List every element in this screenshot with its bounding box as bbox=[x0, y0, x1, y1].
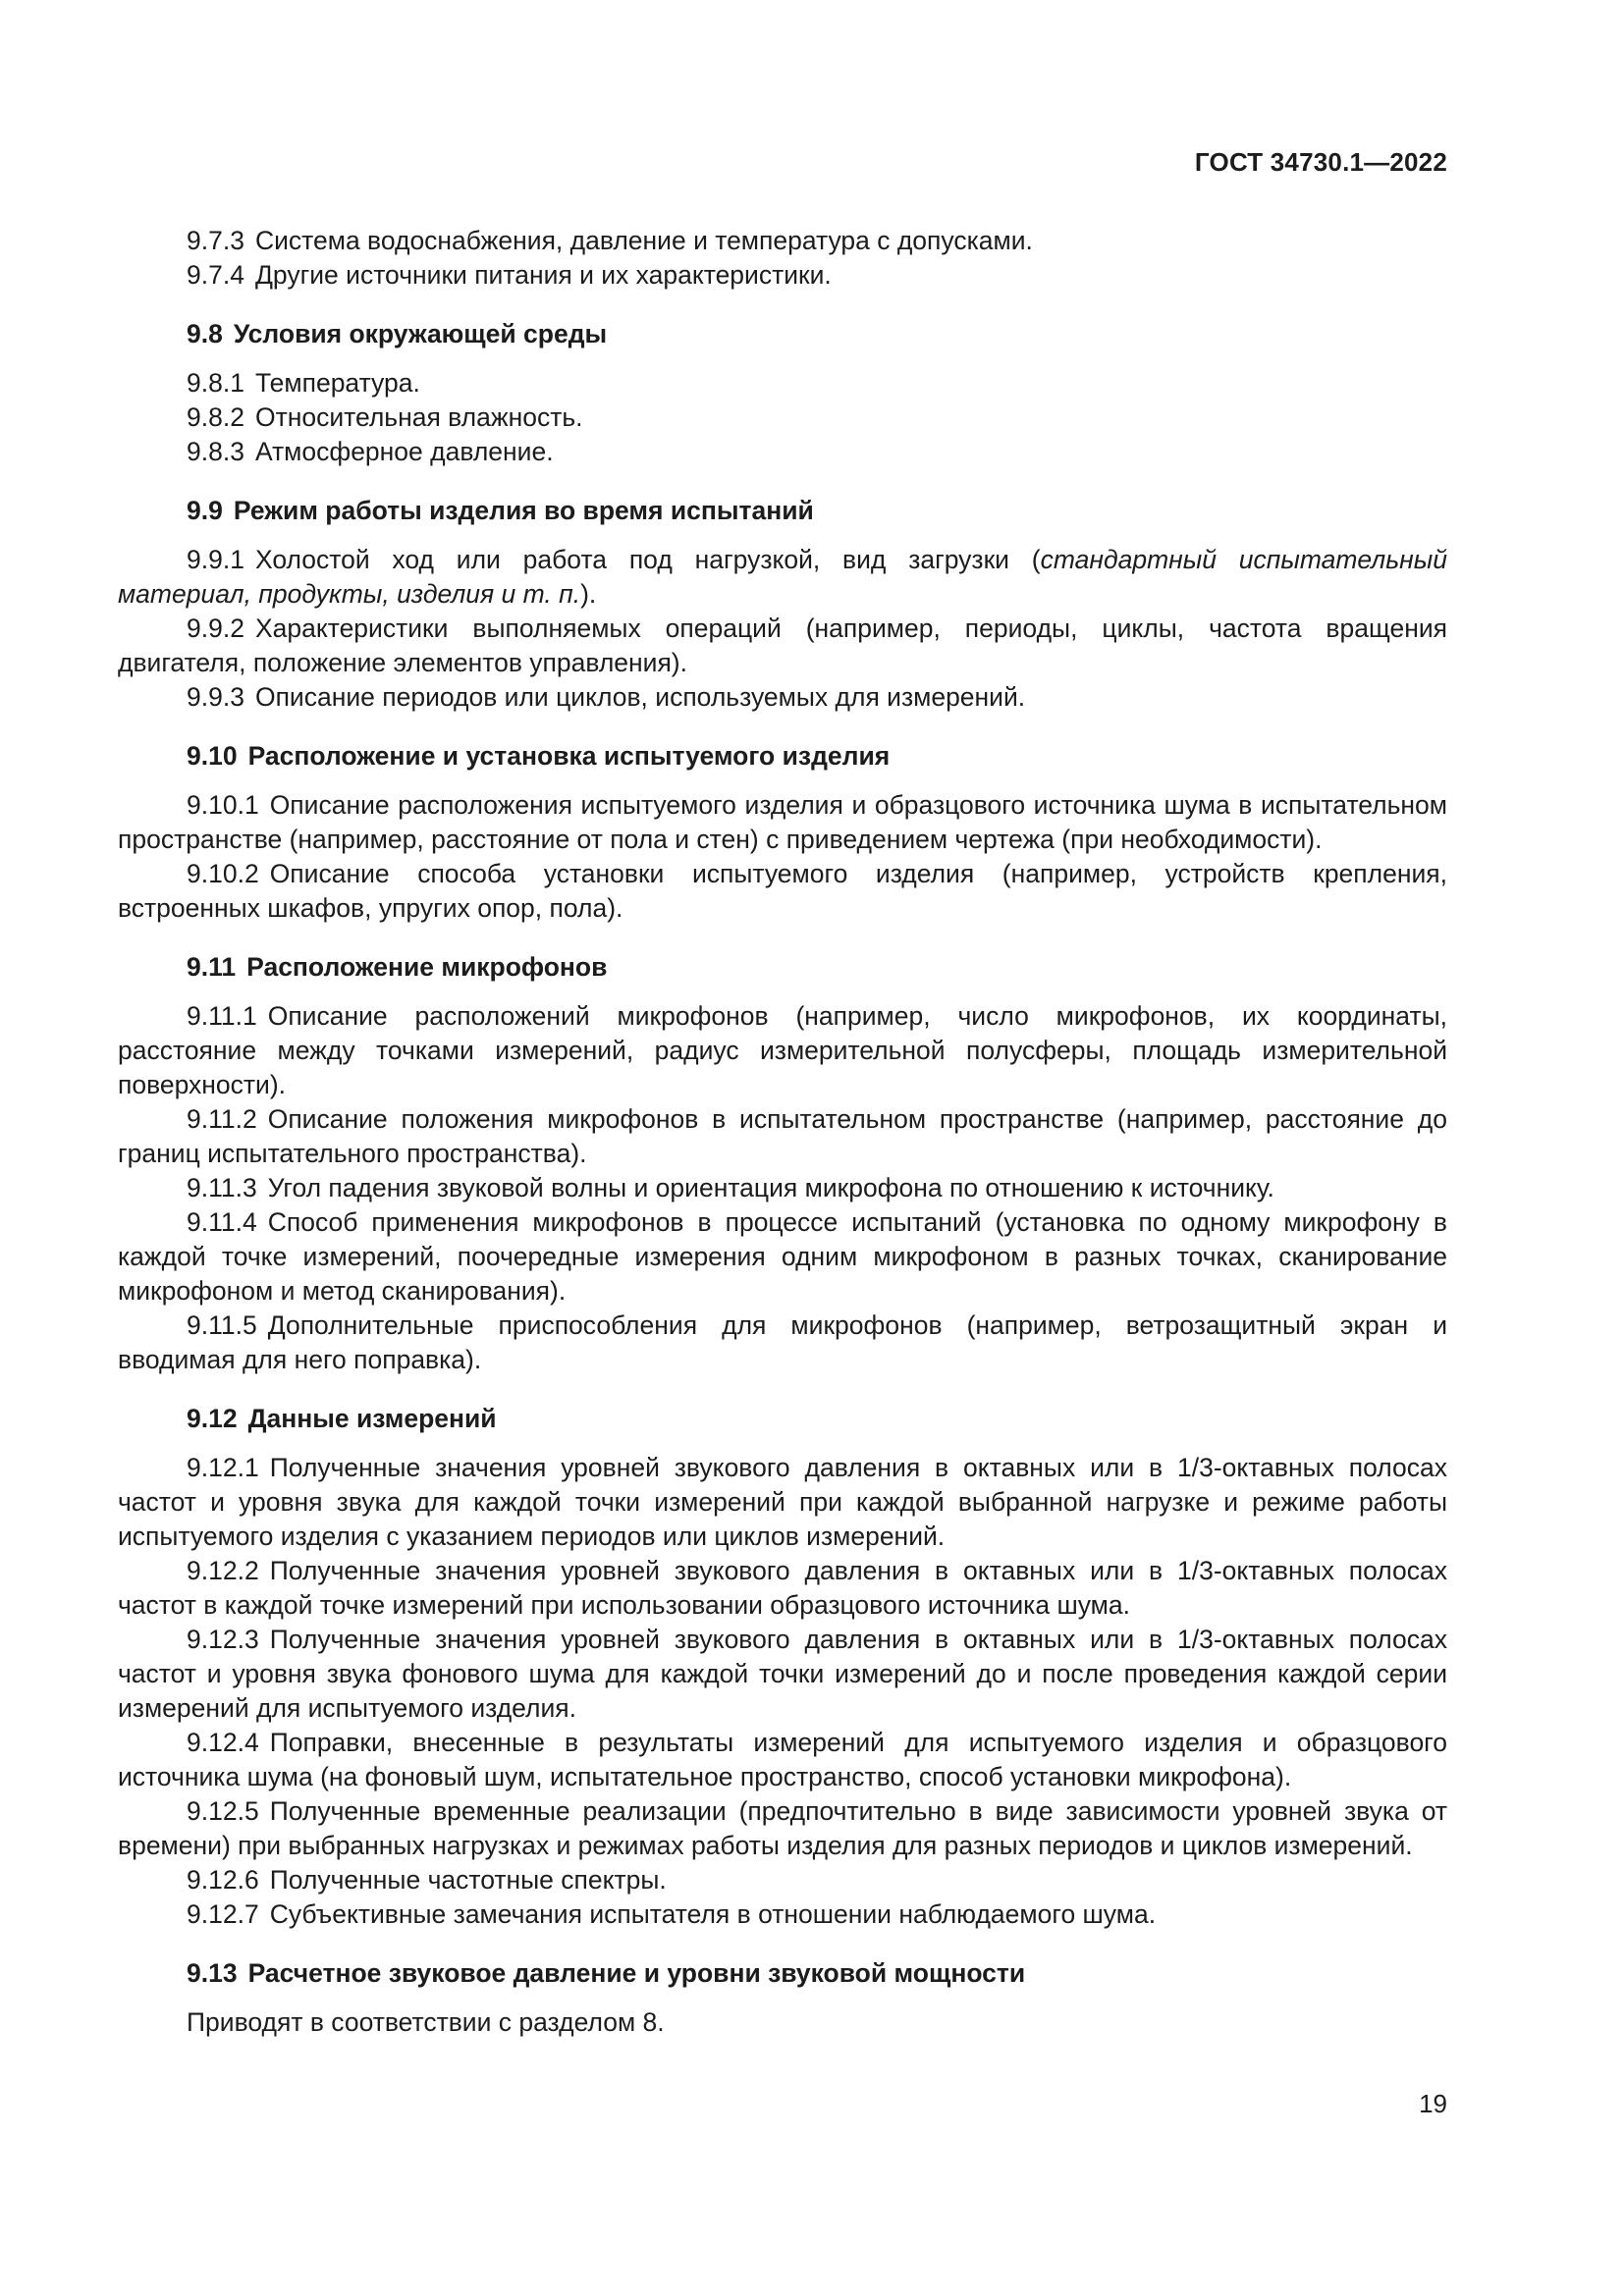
heading-text: Расположение микрофонов bbox=[246, 952, 608, 982]
paragraph-text: Система водоснабжения, давление и температура с допусками. bbox=[254, 226, 1033, 255]
paragraph bbox=[118, 857, 1447, 926]
paragraph bbox=[118, 366, 1447, 400]
section-number: 9.12 bbox=[187, 1404, 238, 1433]
clause-number: 9.10.1 bbox=[187, 790, 259, 820]
paragraph bbox=[118, 543, 1447, 612]
section-heading bbox=[118, 1402, 1447, 1436]
clause-number: 9.11.2 bbox=[187, 1104, 257, 1134]
section-heading bbox=[118, 739, 1447, 774]
paragraph-text: Поправки, внесенные в результаты измерений для испытуемого изделия и образцового источника шума (на фоновый шум, испытательное пространство, способ установки микрофона). bbox=[118, 1728, 1447, 1791]
clause-number: 9.12.2 bbox=[187, 1556, 259, 1585]
clause-number: 9.11.4 bbox=[187, 1207, 257, 1237]
paragraph bbox=[118, 1726, 1447, 1794]
paragraph-text: Угол падения звуковой волны и ориентация микрофона по отношению к источнику. bbox=[267, 1173, 1274, 1202]
clause-number: 9.12.3 bbox=[187, 1625, 259, 1654]
paragraph bbox=[118, 1205, 1447, 1308]
section-number: 9.10 bbox=[187, 741, 238, 771]
paragraph bbox=[118, 2005, 1447, 2040]
paragraph-text: Полученные частотные спектры. bbox=[269, 1865, 667, 1895]
page-number: 19 bbox=[1419, 2089, 1447, 2118]
paragraph bbox=[118, 435, 1447, 469]
paragraph bbox=[118, 1863, 1447, 1897]
section-heading bbox=[118, 317, 1447, 351]
paragraph bbox=[118, 1554, 1447, 1623]
paragraph-text: Полученные значения уровней звукового давления в октавных или в 1/3-октавных полосах частот и уровня звука для каждой точки измерений при каждой выбранной нагрузке и режиме работы испытуемого изделия с указанием периодов или циклов измерений. bbox=[118, 1453, 1447, 1551]
clause-number: 9.12.4 bbox=[187, 1728, 259, 1757]
paragraph bbox=[118, 1451, 1447, 1554]
document-code-header: ГОСТ 34730.1—2022 bbox=[1194, 147, 1447, 177]
paragraph bbox=[118, 1308, 1447, 1377]
section-heading bbox=[118, 494, 1447, 528]
section-number: 9.8 bbox=[187, 319, 223, 348]
clause-number: 9.11.1 bbox=[187, 1001, 257, 1031]
paragraph-text-tail: ). bbox=[580, 579, 597, 609]
paragraph bbox=[118, 1794, 1447, 1863]
heading-text: Режим работы изделия во время испытаний bbox=[233, 496, 814, 525]
paragraph-text: Субъективные замечания испытателя в отношении наблюдаемого шума. bbox=[269, 1899, 1157, 1929]
clause-number: 9.8.2 bbox=[187, 402, 244, 432]
paragraph-text: Характеристики выполняемых операций (например, периоды, циклы, частота вращения двигателя, положение элементов управления). bbox=[118, 614, 1447, 677]
paragraph bbox=[118, 1623, 1447, 1726]
paragraph bbox=[118, 400, 1447, 435]
section-heading bbox=[118, 950, 1447, 985]
paragraph bbox=[118, 224, 1447, 258]
paragraph bbox=[118, 1102, 1447, 1171]
section-number: 9.13 bbox=[187, 1958, 238, 1988]
paragraph-text: Полученные значения уровней звукового давления в октавных или в 1/3-октавных полосах частот и уровня звука фонового шума для каждой точки измерений до и после проведения каждой серии измерений для испытуемого изделия. bbox=[118, 1625, 1447, 1723]
section-heading bbox=[118, 1956, 1447, 1991]
paragraph-text: Описание положения микрофонов в испытательном пространстве (например, расстояние до границ испытательного пространства). bbox=[118, 1104, 1447, 1168]
paragraph-text: Описание расположения испытуемого изделия и образцового источника шума в испытательном пространстве (например, расстояние от пола и стен) с приведением чертежа (при необходимости). bbox=[118, 790, 1447, 854]
paragraph-text: Описание периодов или циклов, используемых для измерений. bbox=[254, 682, 1026, 712]
paragraph-text: Полученные временные реализации (предпочтительно в виде зависимости уровней звука от времени) при выбранных нагрузках и режимах работы изделия для разных периодов и циклов измерений. bbox=[118, 1796, 1447, 1860]
paragraph-text: Полученные значения уровней звукового давления в октавных или в 1/3-октавных полосах частот в каждой точке измерений при использовании образцового источника шума. bbox=[118, 1556, 1447, 1620]
paragraph bbox=[118, 258, 1447, 293]
paragraph bbox=[118, 1171, 1447, 1205]
paragraph-text: Описание способа установки испытуемого изделия (например, устройств крепления, встроенных шкафов, упругих опор, пола). bbox=[118, 859, 1447, 923]
paragraph-text: Другие источники питания и их характеристики. bbox=[254, 260, 832, 290]
clause-number: 9.9.2 bbox=[187, 614, 244, 643]
paragraph-text: Температура. bbox=[254, 368, 420, 398]
clause-number: 9.7.4 bbox=[187, 260, 244, 290]
clause-number: 9.8.1 bbox=[187, 368, 244, 398]
document-body bbox=[118, 224, 1447, 2040]
paragraph-text: Относительная влажность. bbox=[254, 402, 583, 432]
clause-number: 9.9.3 bbox=[187, 682, 244, 712]
heading-text: Расчетное звуковое давление и уровни звуковой мощности bbox=[247, 1958, 1026, 1988]
paragraph-text: Атмосферное давление. bbox=[254, 437, 554, 466]
paragraph bbox=[118, 1897, 1447, 1932]
clause-number: 9.9.1 bbox=[187, 545, 244, 574]
paragraph bbox=[118, 788, 1447, 857]
clause-number: 9.12.7 bbox=[187, 1899, 259, 1929]
paragraph bbox=[118, 680, 1447, 715]
paragraph-text: Дополнительные приспособления для микрофонов (например, ветрозащитный экран и вводимая для него поправка). bbox=[118, 1310, 1447, 1374]
paragraph-text: Приводят в соответствии с разделом 8. bbox=[187, 2007, 665, 2037]
section-number: 9.11 bbox=[187, 952, 237, 982]
paragraph-text: Описание расположений микрофонов (например, число микрофонов, их координаты, расстояние между точками измерений, радиус измерительной полусферы, площадь измерительной поверхности). bbox=[118, 1001, 1447, 1099]
clause-number: 9.11.3 bbox=[187, 1173, 257, 1202]
heading-text: Условия окружающей среды bbox=[233, 319, 608, 348]
paragraph-text: Способ применения микрофонов в процессе испытаний (установка по одному микрофону в каждой точке измерений, поочередные измерения одним микрофоном в разных точках, сканирование микрофоном и метод сканирования). bbox=[118, 1207, 1447, 1306]
clause-number: 9.10.2 bbox=[187, 859, 259, 888]
clause-number: 9.8.3 bbox=[187, 437, 244, 466]
clause-number: 9.12.1 bbox=[187, 1453, 259, 1482]
clause-number: 9.12.5 bbox=[187, 1796, 259, 1826]
italic-text: стандартный испытательный материал, продукты, изделия и т. п. bbox=[118, 545, 1447, 609]
clause-number: 9.7.3 bbox=[187, 226, 244, 255]
paragraph bbox=[118, 999, 1447, 1102]
paragraph-text: Холостой ход или работа под нагрузкой, вид загрузки ( bbox=[254, 545, 1041, 574]
heading-text: Расположение и установка испытуемого изделия bbox=[247, 741, 891, 771]
clause-number: 9.11.5 bbox=[187, 1310, 257, 1340]
clause-number: 9.12.6 bbox=[187, 1865, 259, 1895]
paragraph bbox=[118, 612, 1447, 680]
heading-text: Данные измерений bbox=[247, 1404, 497, 1433]
section-number: 9.9 bbox=[187, 496, 223, 525]
